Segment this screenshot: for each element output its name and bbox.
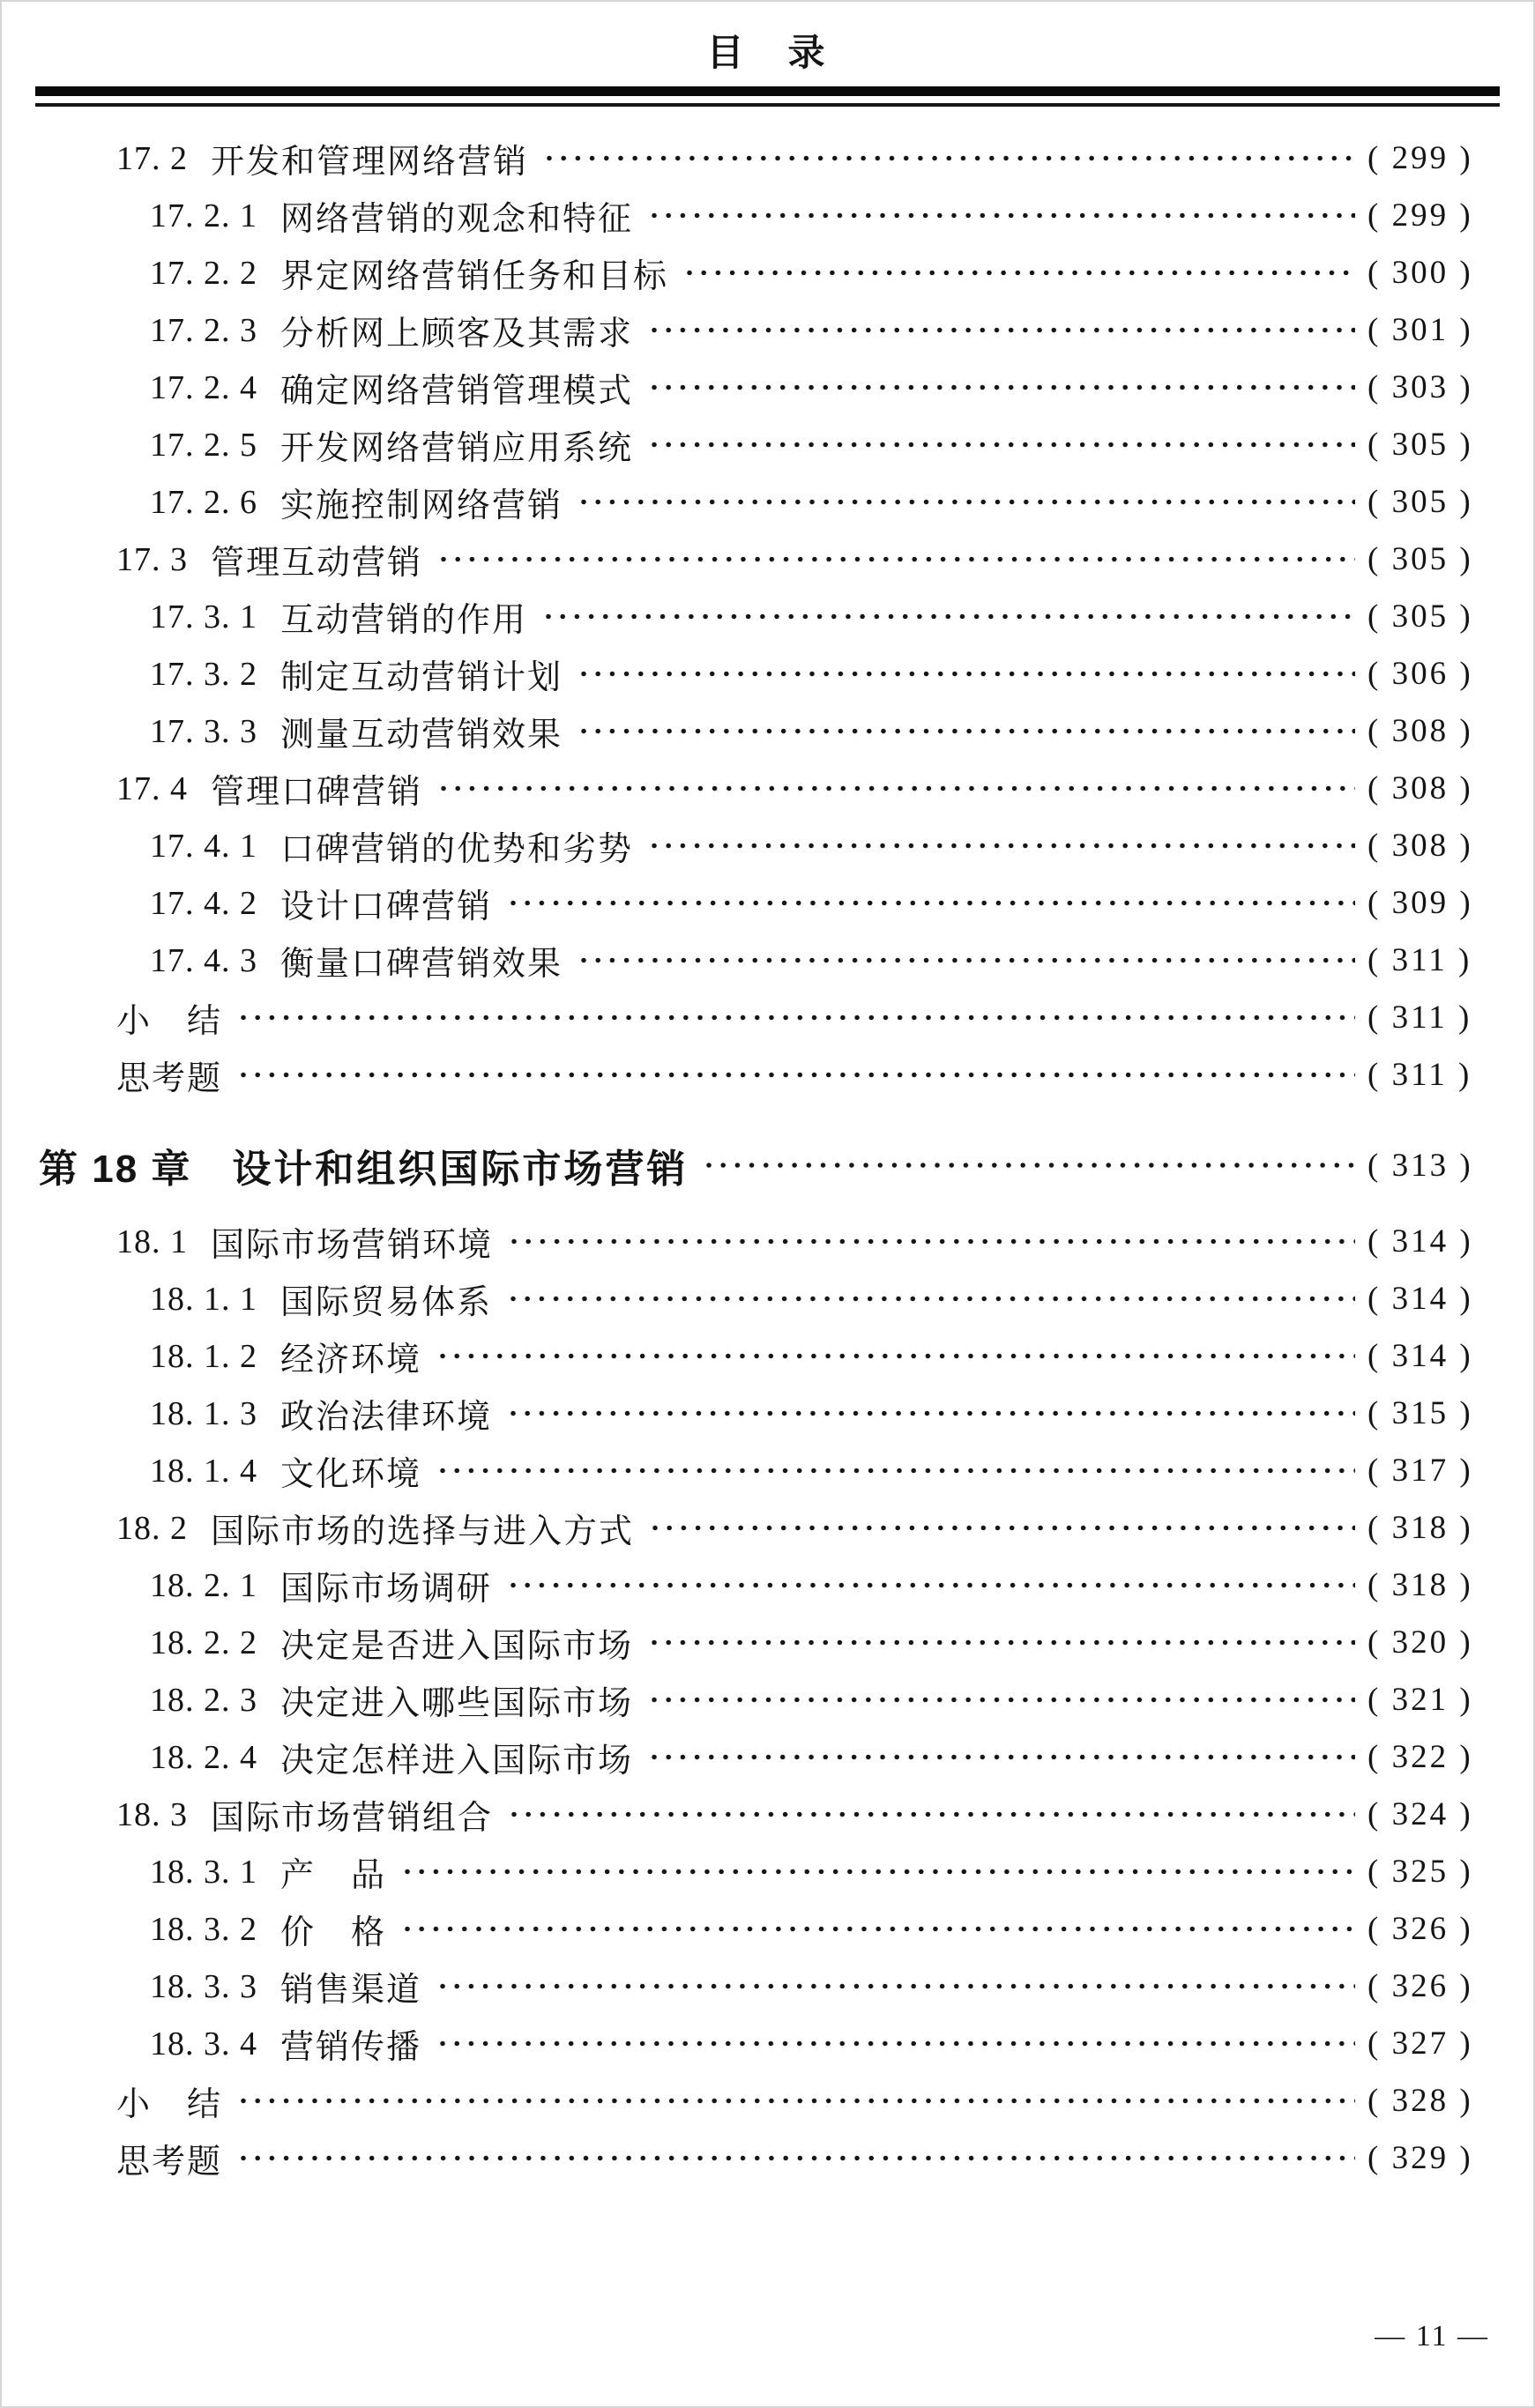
toc-entry	[0, 1614, 1535, 1671]
entry-number: 17. 4. 3	[150, 941, 257, 979]
dot-leader	[682, 244, 1355, 301]
entry-number: 17. 2	[116, 139, 188, 177]
dot-leader	[647, 1728, 1355, 1786]
entry-title: 分析网上顾客及其需求	[280, 316, 634, 353]
entry-page: ( 317 )	[1367, 1453, 1473, 1489]
entry-page: ( 327 )	[1367, 2025, 1473, 2062]
entry-page: ( 308 )	[1367, 713, 1473, 749]
entry-number: 18. 2. 2	[150, 1624, 257, 1661]
entry-page: ( 326 )	[1367, 1911, 1473, 1947]
entry-title: 开发网络营销应用系统	[280, 430, 634, 467]
toc-entry	[0, 1270, 1535, 1327]
dot-leader	[506, 1385, 1355, 1442]
toc-entry	[0, 1900, 1535, 1958]
page-title: 目 录	[706, 32, 829, 73]
dot-leader	[647, 359, 1355, 416]
entry-number: 18. 1. 4	[150, 1452, 257, 1490]
entry-page: ( 324 )	[1367, 1796, 1473, 1832]
toc-entry	[0, 702, 1535, 760]
dot-leader	[236, 1046, 1355, 1104]
dot-leader	[577, 645, 1355, 702]
entry-title: 国际市场的选择与进入方式	[211, 1513, 635, 1550]
toc-entry	[0, 2015, 1535, 2072]
entry-title: 管理互动营销	[211, 545, 423, 582]
entry-page: ( 305 )	[1367, 541, 1473, 577]
entry-page: ( 321 )	[1367, 1682, 1473, 1718]
entry-page: ( 305 )	[1367, 427, 1473, 463]
entry-page: ( 299 )	[1367, 140, 1473, 176]
entry-title: 文化环境	[280, 1456, 422, 1493]
dot-leader	[702, 1118, 1355, 1213]
entry-page: ( 326 )	[1367, 1968, 1473, 2004]
entry-page: ( 322 )	[1367, 1739, 1473, 1775]
toc-entry	[0, 1557, 1535, 1614]
entry-page: ( 318 )	[1367, 1567, 1473, 1603]
entry-page: ( 314 )	[1367, 1223, 1473, 1260]
dot-leader	[436, 531, 1355, 588]
dot-leader	[541, 588, 1355, 645]
entry-title: 决定怎样进入国际市场	[280, 1743, 634, 1780]
toc-entry	[0, 531, 1535, 588]
toc-entry	[0, 1843, 1535, 1900]
entry-number: 18. 3. 2	[150, 1910, 257, 1948]
dot-leader	[577, 473, 1355, 531]
entry-title: 口碑营销的优势和劣势	[280, 831, 634, 868]
dot-leader	[400, 1843, 1355, 1900]
entry-title: 设计和组织国际市场营销	[232, 1148, 689, 1191]
toc-entry	[0, 932, 1535, 989]
dot-leader	[506, 874, 1355, 932]
dot-leader	[236, 989, 1355, 1046]
entry-number: 17. 3	[116, 540, 188, 578]
entry-title: 测量互动营销效果	[280, 717, 563, 754]
toc-entry	[0, 1118, 1535, 1213]
entry-title: 互动营销的作用	[280, 602, 528, 639]
entry-title: 国际市场营销组合	[211, 1800, 494, 1837]
entry-number: 18. 2. 1	[150, 1566, 257, 1604]
entry-page: ( 313 )	[1367, 1147, 1473, 1184]
toc-entry	[0, 989, 1535, 1046]
entry-title: 实施控制网络营销	[280, 487, 563, 524]
entry-title: 开发和管理网络营销	[211, 144, 529, 181]
toc-entry	[0, 1327, 1535, 1385]
entry-number: 18. 1. 3	[150, 1394, 257, 1432]
entry-page: ( 303 )	[1367, 369, 1473, 405]
entry-page: ( 299 )	[1367, 197, 1473, 234]
entry-number: 17. 4. 1	[150, 827, 257, 865]
page-number-footer: — 11 —	[1375, 2320, 1489, 2352]
toc-entry	[0, 244, 1535, 301]
entry-title: 管理口碑营销	[211, 774, 423, 811]
dot-leader	[436, 2015, 1355, 2072]
dot-leader	[647, 301, 1355, 359]
entry-title: 小 结	[116, 1003, 223, 1040]
entry-number: 18. 1. 2	[150, 1337, 257, 1375]
toc-entry	[0, 301, 1535, 359]
entry-page: ( 300 )	[1367, 255, 1473, 291]
entry-title: 网络营销的观念和特征	[280, 201, 634, 238]
entry-page: ( 311 )	[1367, 1000, 1472, 1036]
entry-number: 18. 2	[116, 1509, 188, 1547]
entry-page: ( 311 )	[1367, 942, 1472, 978]
dot-leader	[577, 932, 1355, 989]
toc-entry	[0, 130, 1535, 187]
entry-page: ( 308 )	[1367, 828, 1473, 864]
entry-title: 国际贸易体系	[280, 1284, 493, 1321]
toc-entry	[0, 2129, 1535, 2187]
toc-entry	[0, 588, 1535, 645]
entry-page: ( 315 )	[1367, 1395, 1473, 1431]
dot-leader	[577, 702, 1355, 760]
entry-number: 18. 3. 4	[150, 2025, 257, 2062]
entry-number: 第 18 章	[39, 1148, 192, 1191]
toc-entry	[0, 187, 1535, 244]
entry-number: 18. 3. 1	[150, 1853, 257, 1891]
entry-title: 价 格	[280, 1914, 387, 1951]
entry-number: 17. 2. 5	[150, 426, 257, 464]
toc-entry	[0, 2072, 1535, 2129]
toc-entry	[0, 645, 1535, 702]
dot-leader	[647, 817, 1355, 874]
entry-title: 政治法律环境	[280, 1399, 493, 1436]
dot-leader	[236, 2129, 1355, 2187]
toc-entry	[0, 359, 1535, 416]
entry-title: 设计口碑营销	[280, 888, 493, 925]
entry-number: 18. 1	[116, 1223, 188, 1260]
toc-entry	[0, 1213, 1535, 1270]
toc-entry	[0, 416, 1535, 473]
entry-page: ( 314 )	[1367, 1281, 1473, 1317]
entry-title: 决定进入哪些国际市场	[280, 1685, 634, 1722]
entry-number: 17. 3. 2	[150, 655, 257, 693]
entry-title: 国际市场营销环境	[211, 1227, 494, 1264]
entry-number: 17. 4	[116, 769, 188, 807]
entry-title: 国际市场调研	[280, 1571, 493, 1608]
dot-leader	[647, 1671, 1355, 1728]
entry-page: ( 328 )	[1367, 2083, 1473, 2119]
dot-leader	[236, 2072, 1355, 2129]
toc-entry	[0, 1958, 1535, 2015]
toc-entry	[0, 1728, 1535, 1786]
entry-number: 18. 3	[116, 1795, 188, 1833]
dot-leader	[647, 416, 1355, 473]
entry-number: 18. 3. 3	[150, 1967, 257, 2005]
entry-title: 经济环境	[280, 1341, 422, 1379]
entry-title: 小 结	[116, 2086, 223, 2123]
entry-page: ( 301 )	[1367, 312, 1473, 348]
entry-title: 思考题	[116, 2144, 223, 2181]
header-rule-thick	[35, 86, 1500, 96]
entry-page: ( 318 )	[1367, 1510, 1473, 1546]
entry-number: 18. 2. 3	[150, 1681, 257, 1719]
entry-number: 17. 3. 1	[150, 598, 257, 635]
entry-page: ( 305 )	[1367, 598, 1473, 635]
dot-leader	[436, 760, 1355, 817]
toc-entry	[0, 760, 1535, 817]
entry-title: 营销传播	[280, 2029, 422, 2066]
dot-leader	[507, 1786, 1355, 1843]
entry-page: ( 329 )	[1367, 2140, 1473, 2176]
dot-leader	[648, 1499, 1355, 1557]
entry-page: ( 314 )	[1367, 1338, 1473, 1374]
entry-page: ( 306 )	[1367, 656, 1473, 692]
entry-title: 衡量口碑营销效果	[280, 946, 563, 983]
entry-number: 18. 1. 1	[150, 1280, 257, 1318]
toc-entry	[0, 817, 1535, 874]
entry-number: 17. 2. 2	[150, 254, 257, 292]
entry-page: ( 325 )	[1367, 1854, 1473, 1890]
entry-page: ( 308 )	[1367, 770, 1473, 806]
dot-leader	[542, 130, 1355, 187]
toc-entry	[0, 874, 1535, 932]
dot-leader	[506, 1270, 1355, 1327]
entry-title: 思考题	[116, 1060, 223, 1097]
entry-number: 17. 2. 6	[150, 483, 257, 521]
dot-leader	[436, 1958, 1355, 2015]
entry-title: 确定网络营销管理模式	[280, 373, 634, 410]
entry-title: 产 品	[280, 1857, 387, 1894]
toc-entry	[0, 1786, 1535, 1843]
entry-number: 17. 2. 4	[150, 368, 257, 406]
toc-entry	[0, 473, 1535, 531]
toc-entry	[0, 1442, 1535, 1499]
dot-leader	[436, 1442, 1355, 1499]
dot-leader	[507, 1213, 1355, 1270]
dot-leader	[506, 1557, 1355, 1614]
toc-list	[0, 130, 1535, 2187]
entry-page: ( 311 )	[1367, 1057, 1472, 1093]
header-rule-thin	[35, 103, 1500, 107]
entry-number: 17. 4. 2	[150, 884, 257, 922]
entry-number: 18. 2. 4	[150, 1738, 257, 1776]
dot-leader	[647, 1614, 1355, 1671]
toc-entry	[0, 1499, 1535, 1557]
entry-title: 决定是否进入国际市场	[280, 1628, 634, 1665]
entry-page: ( 305 )	[1367, 484, 1473, 520]
entry-number: 17. 2. 3	[150, 311, 257, 349]
entry-number: 17. 2. 1	[150, 197, 257, 234]
dot-leader	[647, 187, 1355, 244]
toc-entry	[0, 1671, 1535, 1728]
entry-page: ( 309 )	[1367, 885, 1473, 921]
entry-title: 销售渠道	[280, 1972, 422, 2009]
dot-leader	[400, 1900, 1355, 1958]
entry-number: 17. 3. 3	[150, 712, 257, 750]
entry-page: ( 320 )	[1367, 1624, 1473, 1661]
toc-entry	[0, 1385, 1535, 1442]
entry-title: 制定互动营销计划	[280, 659, 563, 696]
toc-entry	[0, 1046, 1535, 1104]
dot-leader	[436, 1327, 1355, 1385]
entry-title: 界定网络营销任务和目标	[280, 258, 669, 295]
